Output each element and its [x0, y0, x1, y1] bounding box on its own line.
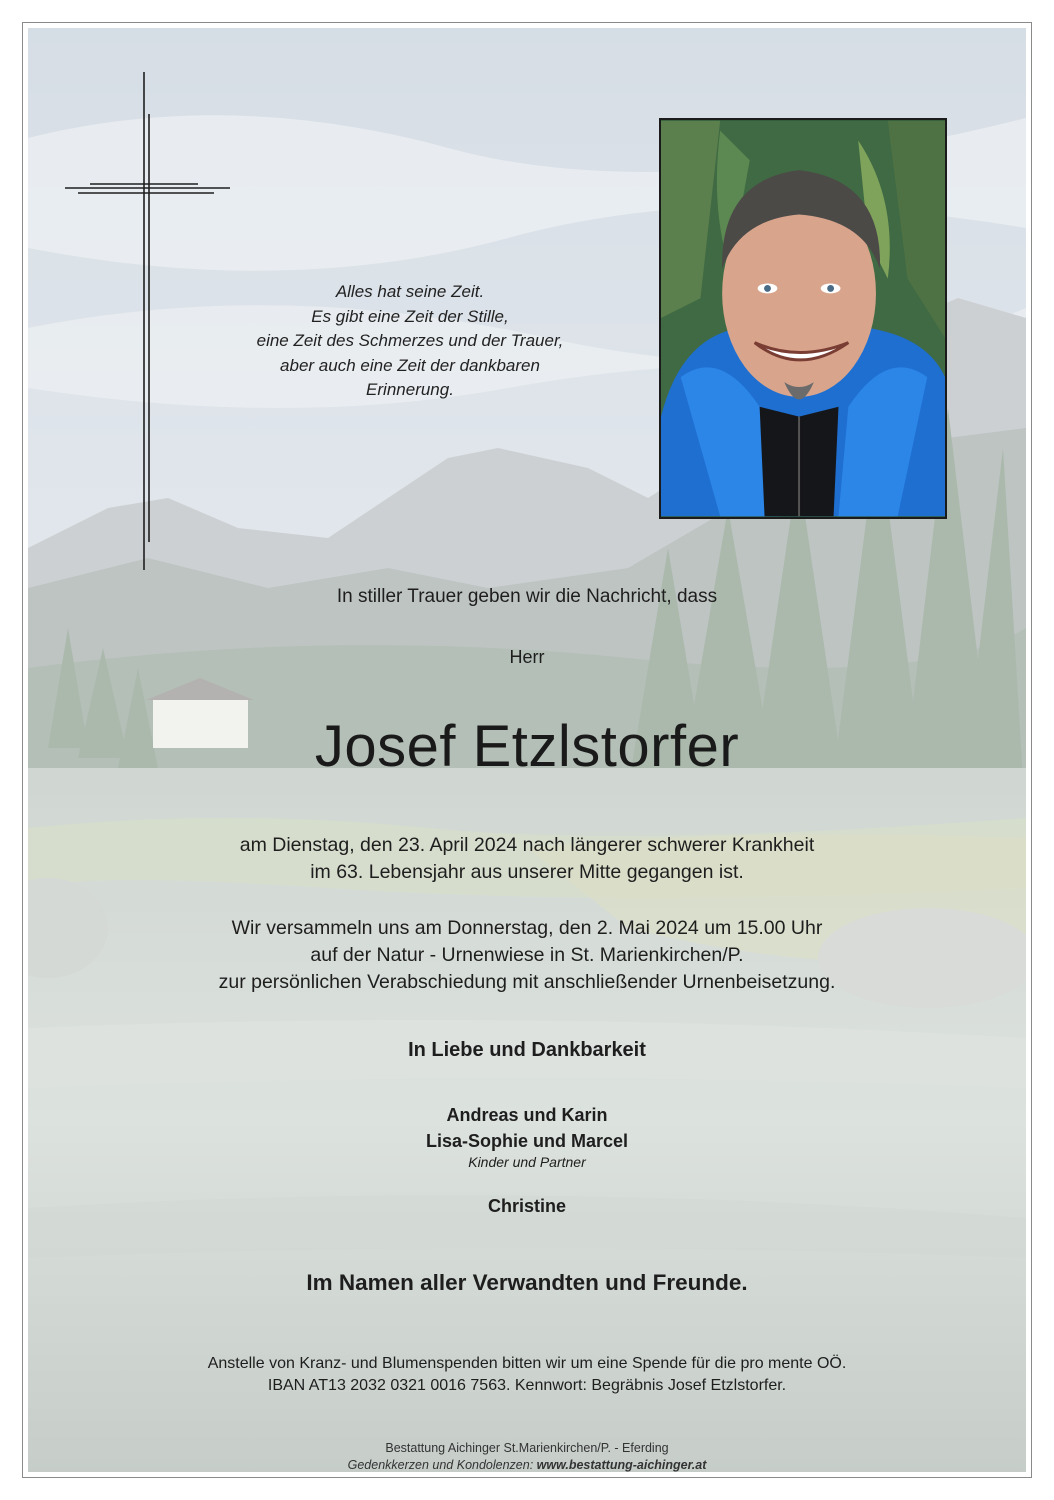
mourners-names: [28, 1102, 1026, 1154]
mourner-name: Christine: [487, 1196, 566, 1216]
gathering-line: zur persönlichen Verabschiedung mit anschließender Urnenbeisetzung.: [218, 971, 836, 993]
condolence-info: [28, 1457, 1026, 1474]
donation-line: Anstelle von Kranz- und Blumenspenden bitten wir um eine Spende für die pro mente OÖ.: [207, 1355, 847, 1372]
poem-line: Erinnerung.: [366, 380, 454, 399]
funeral-company: Bestattung Aichinger St.Marienkirchen/P. - Eferding: [385, 1441, 669, 1455]
portrait-photo: [659, 118, 947, 519]
gathering-line: auf der Natur - Urnenwiese in St. Marienkirchen/P.: [310, 944, 744, 966]
donation-line: IBAN AT13 2032 0321 0016 7563. Kennwort: Begräbnis Josef Etzlstorfer.: [267, 1377, 787, 1394]
footer: [28, 1440, 1026, 1474]
mourner-name: Lisa-Sophie und Marcel: [425, 1131, 629, 1151]
gathering-line: Wir versammeln uns am Donnerstag, den 2. Mai 2024 um 15.00 Uhr: [231, 917, 823, 939]
poem-line: aber auch eine Zeit der dankbaren: [280, 355, 540, 375]
deceased-name: Josef Etzlstorfer: [314, 714, 740, 779]
death-line: im 63. Lebensjahr aus unserer Mitte gegangen ist.: [310, 861, 744, 883]
donation-request: [28, 1353, 1026, 1397]
gathering-info: [28, 915, 1026, 996]
mourner-relation: Kinder und Partner: [468, 1154, 586, 1170]
poem-line: eine Zeit des Schmerzes und der Trauer,: [256, 331, 564, 350]
intro-text: In stiller Trauer geben wir die Nachricht, dass: [336, 586, 718, 607]
death-line: am Dienstag, den 23. April 2024 nach längerer schwerer Krankheit: [239, 834, 815, 856]
poem-line: Alles hat seine Zeit.: [335, 282, 485, 301]
mourners-heading: In Liebe und Dankbarkeit: [408, 1039, 646, 1061]
closing-line: Im Namen aller Verwandten und Freunde.: [306, 1270, 748, 1295]
salutation: Herr: [509, 647, 545, 667]
poem-line: Es gibt eine Zeit der Stille,: [311, 306, 509, 326]
condolence-label: Gedenkkerzen und Kondolenzen:: [347, 1458, 534, 1472]
website-link[interactable]: www.bestattung-aichinger.at: [536, 1458, 707, 1472]
death-announcement: [28, 832, 1026, 886]
mourner-name: Andreas und Karin: [446, 1105, 608, 1125]
memorial-poem: [200, 280, 620, 403]
